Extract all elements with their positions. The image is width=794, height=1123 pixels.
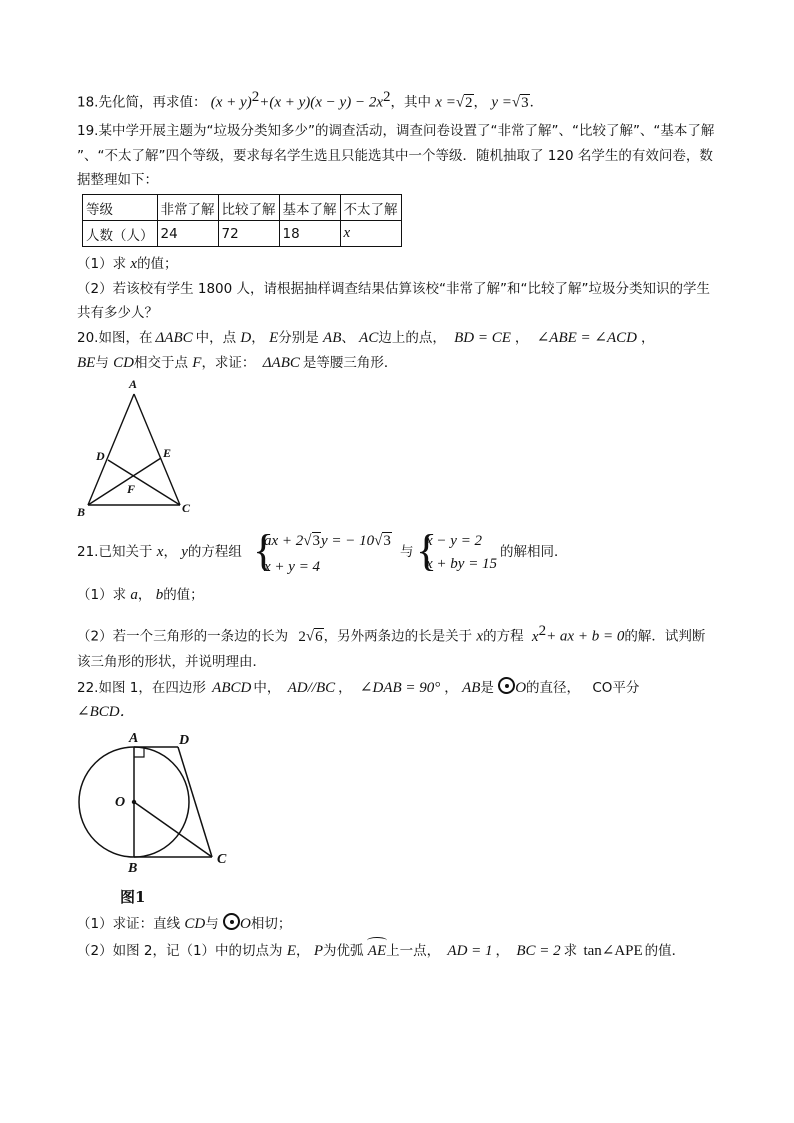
- label-d: D: [179, 733, 190, 748]
- q20-line2: BE与 CD相交于点 F，求证： ΔABC 是等腰三角形．: [77, 355, 398, 371]
- label-b: B: [77, 505, 86, 519]
- right-angle-mark: [134, 747, 144, 757]
- segment-cd: [108, 460, 180, 505]
- q18-x-eq: x =: [435, 94, 456, 111]
- figure-caption: 图1: [120, 888, 146, 906]
- label-o: O: [115, 795, 126, 810]
- q21-line1-prefix: 21.已知关于 x， y的方程组: [77, 544, 242, 560]
- q21-part1: （1）求 a， b的值；: [77, 587, 204, 603]
- table-header: 等级: [83, 195, 158, 221]
- system2-row1: x − y = 2: [426, 533, 483, 549]
- q18-expr-b: +(x + y)(x − y) − 2x: [259, 94, 383, 111]
- system2-row2: x + by = 15: [426, 556, 498, 572]
- q18-r3: 3: [521, 94, 529, 111]
- system1-row2: x + y = 4: [264, 559, 321, 575]
- table-row: [83, 195, 402, 221]
- table-row-label: 人数（人）: [83, 221, 158, 247]
- q20-line1: 20.如图，在 ΔABC 中，点 D， E分别是 AB、 AC边上的点， BD = CE ， ∠ABE = ∠ACD ，: [77, 330, 655, 346]
- segment-ac: [134, 394, 180, 505]
- q19-table: [82, 194, 402, 247]
- q18-expr-a: (x + y): [210, 94, 252, 111]
- q19-part1: （1）求 x的值；: [77, 256, 178, 272]
- table-cell: 18: [279, 221, 340, 247]
- q18-prefix: 18.先化简，再求值：: [77, 94, 207, 111]
- system1-brace: {: [253, 526, 275, 575]
- q18-y-eq: y =: [491, 94, 512, 111]
- q18-r2: 2: [465, 94, 473, 111]
- segment-be: [88, 458, 161, 505]
- segment-oc: [134, 802, 212, 857]
- q21-line1-suffix: 的解相同．: [500, 544, 568, 560]
- label-a: A: [129, 731, 139, 746]
- table-cell: x: [340, 221, 401, 247]
- center-point: [132, 800, 136, 804]
- label-c: C: [182, 501, 191, 515]
- table-header: 比较了解: [218, 195, 279, 221]
- segment-dc: [178, 747, 212, 857]
- table-cell: 72: [218, 221, 279, 247]
- label-b: B: [128, 861, 138, 876]
- table-header: 基本了解: [279, 195, 340, 221]
- label-d: D: [96, 449, 105, 463]
- table-header: 非常了解: [157, 195, 218, 221]
- q19-part2-line1: （2）若该校有学生 1800 人，请根据抽样调查结果估算该校“非常了解”和“比较了解”垃圾分类知识的学生: [77, 281, 711, 297]
- q18-line: 18.先化简，再求值： $(x + y)^2+(x + y)(x - y) - 2x^2$，其中 x =√2， y =√3．: [77, 89, 544, 111]
- table-row: [83, 221, 402, 247]
- table-header: 不太了解: [340, 195, 401, 221]
- q22-line1: 22.如图 1，在四边形 ABCD 中， AD//BC ， ∠DAB = 90° ， AB是 O的直径， CO平分: [77, 677, 639, 699]
- q22-part2: （2）如图 2，记（1）中的切点为 E， P为优弧 AE上一点， AD = 1 ， BC = 2 求 tan∠APE 的值．: [77, 940, 685, 962]
- label-f: F: [127, 482, 136, 496]
- q18-mid: ，其中: [390, 94, 431, 111]
- system2-brace: {: [416, 526, 438, 575]
- system1-row1: ax + 2√3y = − 10√3: [264, 533, 391, 549]
- q22-figure-1: [72, 724, 242, 910]
- q20-triangle-figure: [72, 372, 202, 522]
- label-a: A: [129, 377, 138, 391]
- arc-ae: AE: [368, 940, 386, 962]
- q21-conj: 与: [400, 544, 414, 560]
- circle-dot-icon: [223, 913, 240, 930]
- q19-line2: ”、“不太了解”四个等级，要求每名学生选且只能选其中一个等级．随机抽取了 120 名学生的有效问卷，数: [77, 148, 713, 164]
- label-c: C: [217, 852, 227, 867]
- q19-line3: 据整理如下：: [77, 172, 158, 188]
- q19-line1: 19.某中学开展主题为“垃圾分类知多少”的调查活动，调查问卷设置了“非常了解”、“比较了解”、“基本了解: [77, 123, 715, 139]
- q21-part2-line1: （2）若一个三角形的一条边的长为 2√6，另外两条边的长是关于 x的方程 $x^2+$ ax + b = 0的解．试判断: [77, 623, 706, 645]
- circle-dot-icon: [498, 677, 515, 694]
- q22-line2: ∠BCD．: [77, 704, 135, 720]
- q21-part2-line2: 该三角形的形状，并说明理由．: [77, 654, 266, 670]
- label-e: E: [163, 446, 172, 460]
- q22-part1: （1）求证：直线 CD与 O相切；: [77, 913, 291, 935]
- table-cell: 24: [157, 221, 218, 247]
- q19-part2-line2: 共有多少人？: [77, 305, 158, 321]
